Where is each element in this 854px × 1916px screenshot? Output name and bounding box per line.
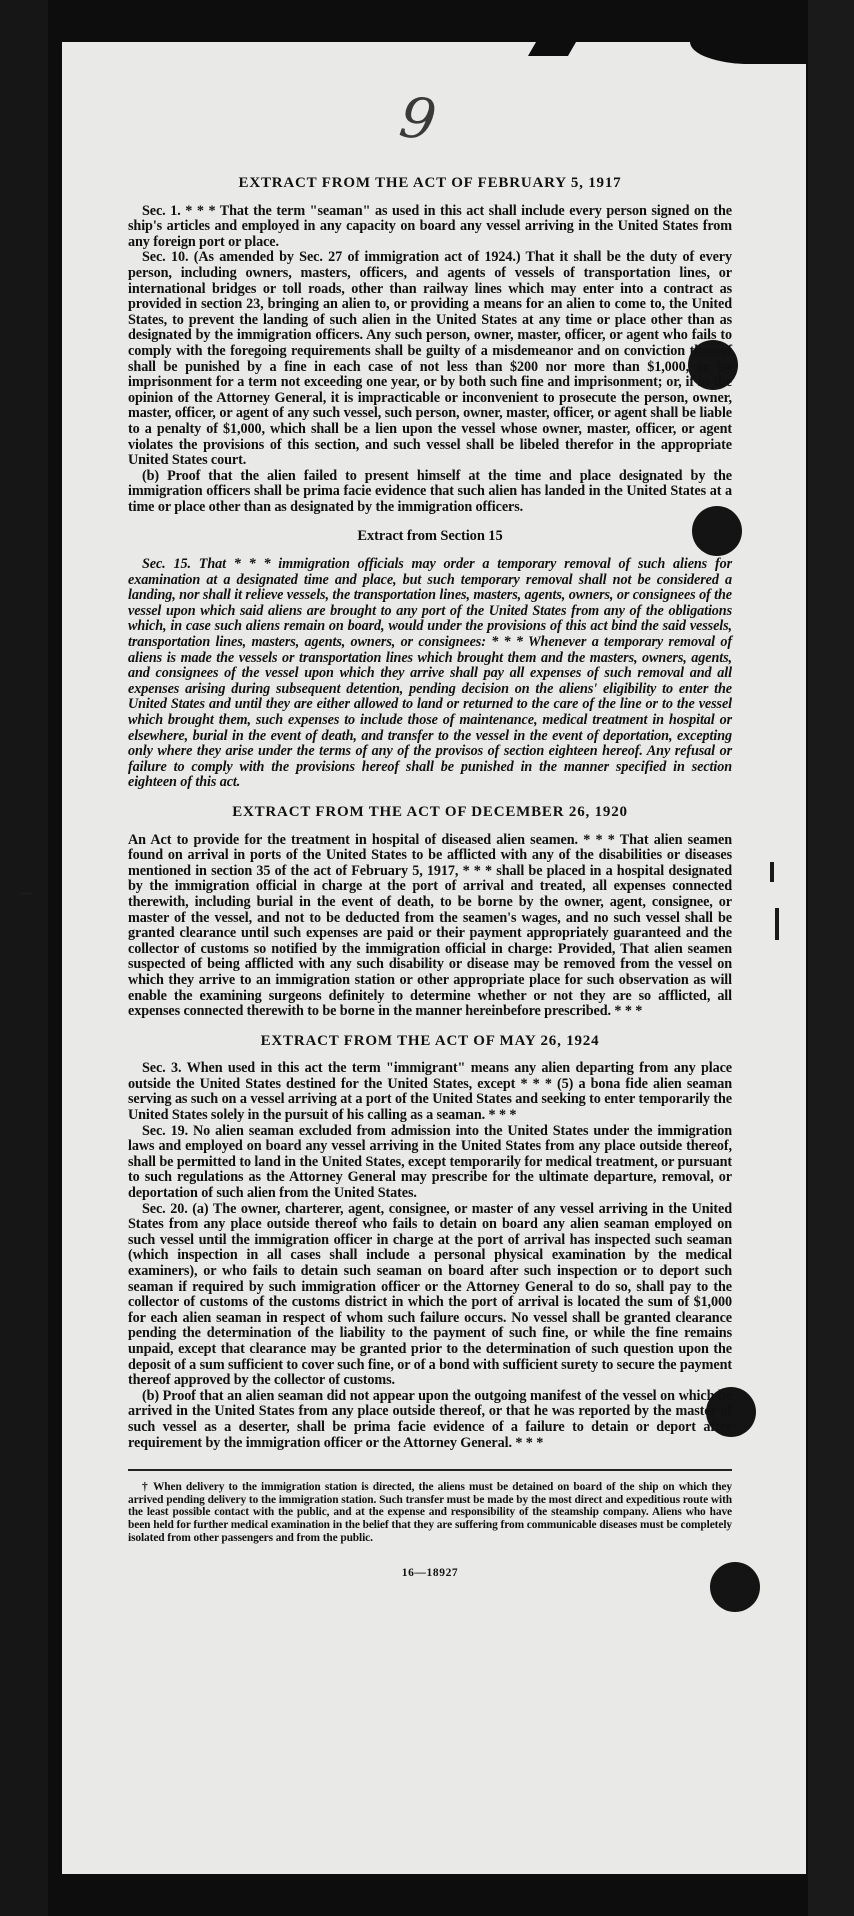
torn-edge (528, 42, 576, 56)
footnote-divider (128, 1469, 732, 1471)
torn-edge (690, 42, 806, 64)
margin-mark (770, 862, 774, 882)
scan-border-right (808, 0, 854, 1916)
page-number: 9 (395, 84, 440, 155)
paragraph: Sec. 15. That * * * immigration officials may order a temporary removal of such aliens for examination at a designated time and place, but such temporary removal shall not be considered a landing, nor shall it relieve vessels, the transportation lines, masters, agents, owners, or consignees of the vessel upon which said aliens are brought to any port of the United States from any of the obligations which, in case such aliens remain on board, would under the provisions of this act bind the said vessels, transportation lines, masters, agents, owners, or consignees: * * * Whenever a temporary removal of aliens is made the vessels or transportation lines which brought them and the masters, owners, agents, and consignees of the vessel upon which they arrive shall pay all expenses of such removal and all expenses arising during subsequent detention, pending decision on the aliens' eligibility to enter the United States and until they are either allowed to land or returned to the care of the line or to the vessel which brought them, such expenses to include those of maintenance, medical treatment in hospital or elsewhere, burial in the event of death, and transfer to the vessel in the event of deportation, excepting only where they arise under the terms of any of the provisos of section eighteen hereof. Any refusal or failure to comply with the provisions hereof shall be punished in the manner specified in section eighteen of this act. (128, 556, 732, 791)
paragraph: (b) Proof that an alien seaman did not appear upon the outgoing manifest of the vessel on which he arrived in the United States from any place outside thereof, or that he was reported by the master of such vessel as a deserter, shall be prima facie evidence of a failure to detain or deport after requirement by the immigration officer or the Attorney General. * * * (128, 1387, 732, 1451)
document-text (128, 176, 732, 1582)
paragraph: Sec. 19. No alien seaman excluded from admission into the United States under the immigration laws and employed on board any vessel arriving in the United States from any place outside thereof, shall be permitted to land in the United States, except temporarily for medical treatment, or pursuant to such regulations as the Attorney General may prescribe for the ultimate departure, removal, or deportation of such alien from the United States. (128, 1122, 732, 1202)
document-number: 16—18927 (401, 1567, 459, 1580)
section-subheading: Extract from Section 15 (357, 528, 503, 545)
section-heading: EXTRACT FROM THE ACT OF DECEMBER 26, 1920 (232, 803, 628, 820)
margin-mark (775, 908, 779, 940)
paragraph: Sec. 20. (a) The owner, charterer, agent, consignee, or master of any vessel arriving in the United States from any place outside thereof who fails to detain on board any alien seaman employed on such vessel until the immigration officer in charge at the port of arrival has inspected such seaman (which inspection in all cases shall include a personal physical examination by the medical examiners), or who fails to detain such seaman on board after such inspection or to deport such seaman if required by such immigration officer or the Attorney General to do so, shall pay to the collector of customs of the customs district in which the port of arrival is located the sum of $1,000 for each alien seaman in respect of whom such failure occurs. No vessel shall be granted clearance pending the determination of the liability to the payment of such fine, or while the fine remains unpaid, except that clearance may be granted prior to the determination of such question upon the deposit of a sum sufficient to cover such fine, or of a bond with sufficient surety to secure the payment thereof approved by the collector of customs. (128, 1200, 733, 1389)
paragraph: (b) Proof that the alien failed to present himself at the time and place designated by the immigration officers shall be prima facie evidence that such alien has landed in the United States at a time or place other than as designated by the immigration officers. (128, 467, 732, 515)
paragraph: Sec. 1. * * * That the term "seaman" as used in this act shall include every person signed on the ship's articles and employed in any capacity on board any vessel arriving in the United States from any foreign port or place. (128, 202, 732, 250)
section-heading: EXTRACT FROM THE ACT OF MAY 26, 1924 (260, 1032, 600, 1049)
scan-border-left (0, 0, 48, 1916)
paragraph: An Act to provide for the treatment in hospital of diseased alien seamen. * * * That alien seamen found on arrival in ports of the United States to be afflicted with any of the disabilities or diseases mentioned in section 35 of the act of February 5, 1917, * * * shall be placed in a hospital designated by the immigration official in charge at the port of arrival and treated, all expenses connected therewith, including burial in the event of death, to be borne by the owner, agent, consignee, or master of the vessel, and not to be deducted from the seamen's wages, and no such vessel shall be granted clearance until such expenses are paid or their payment appropriately guaranteed and the collector of customs so notified by the immigration official in charge: Provided, That alien seamen suspected of being afflicted with any such disability or disease may be removed from the vessel on which they arrive to an immigration station or other appropriate place for such observation as will enable the examining surgeons definitely to determine whether or not they are so afflicted, all expenses connected therewith to be borne in the manner hereinbefore prescribed. * * * (128, 831, 732, 1020)
footnote-text: † When delivery to the immigration station is directed, the aliens must be detained on board of the ship on which they arrived pending delivery to the immigration station. Such transfer must be made by the most direct and expeditious route with the least possible contact with the public, and at the expense and responsibility of the steamship company. Aliens who have been held for further medical examination in the belief that they are suffering from communicable diseases must be completely isolated from other passengers and from the public. (128, 1481, 732, 1544)
paragraph: Sec. 3. When used in this act the term "immigrant" means any alien departing from any place outside the United States destined for the United States, except * * * (5) a bona fide alien seaman serving as such on a vessel arriving at a port of the United States and seeking to enter temporarily the United States solely in the pursuit of his calling as a seaman. * * * (128, 1060, 732, 1124)
paragraph: Sec. 10. (As amended by Sec. 27 of immigration act of 1924.) That it shall be the duty of every person, including owners, masters, officers, and agents of vessels of transportation lines, or international bridges or toll roads, other than railway lines which may enter into a contract as provided in section 23, bringing an alien to, or providing a means for an alien to come to, the United States, to prevent the landing of such alien in the United States at any time or place other than as designated by the immigration officers. Any such person, owner, master, officer, or agent who fails to comply with the foregoing requirements shall be guilty of a misdemeanor and on conviction thereof shall be punished by a fine in each case of not less than $200 nor more than $1,000, or by imprisonment for a term not exceeding one year, or by both such fine and imprisonment; or, if in the opinion of the Attorney General, it is impracticable or inconvenient to prosecute the person, owner, master, officer, or agent of any such vessel, such person, owner, master, officer, or agent shall be liable to a penalty of $1,000, which shall be a lien upon the vessel whose owner, master, officer, or agent violates the provisions of this section, and such vessel shall be libeled therefor in the appropriate United States court. (128, 249, 732, 469)
section-heading: EXTRACT FROM THE ACT OF FEBRUARY 5, 1917 (238, 175, 622, 191)
footnote (128, 1481, 732, 1544)
margin-mark (20, 892, 32, 895)
document-page (62, 42, 806, 1874)
